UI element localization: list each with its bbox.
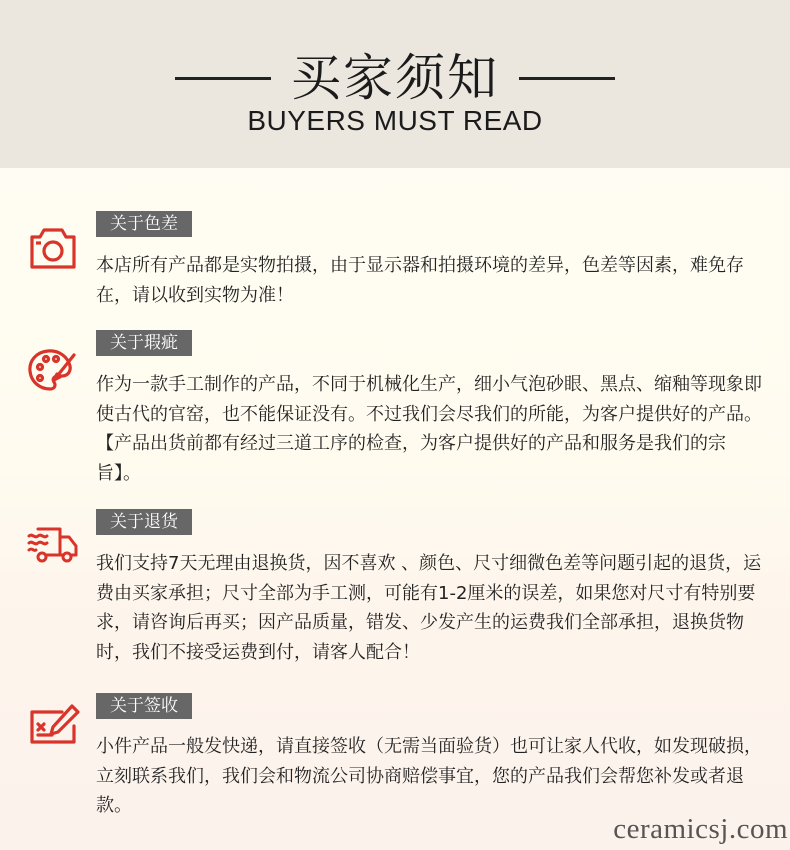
page-title: 买家须知 bbox=[291, 49, 499, 107]
camera-icon bbox=[26, 223, 80, 273]
section-tag: 关于退货 bbox=[96, 509, 192, 535]
section-tag: 关于色差 bbox=[96, 211, 192, 237]
section-text: 我们支持7天无理由退换货，因不喜欢 、颜色、尺寸细微色差等问题引起的退货，运费由买家承担；尺寸全部为手工测，可能有1-2厘米的误差，如果您对尺寸有特别要求，请咨询后再买；因产品质量，错发、少发产生的运费我们全部承担，退换货物时，我们不接受运费到付，请客人配合！ bbox=[96, 553, 762, 663]
watermark: ceramicsj.com bbox=[613, 813, 788, 845]
page-subtitle: BUYERS MUST READ bbox=[247, 105, 543, 136]
title-divider-right bbox=[519, 77, 615, 80]
section-text: 小件产品一般发快递，请直接签收（无需当面验货）也可让家人代收，如发现破损，立刻联系我们，我们会和物流公司协商赔偿事宜，您的产品我们会帮您补发或者退款。 bbox=[96, 736, 762, 816]
section-text: 作为一款手工制作的产品，不同于机械化生产，细小气泡砂眼、黑点、缩釉等现象即使古代的官窑，也不能保证没有。不过我们会尽我们的所能，为客户提供好的产品。【产品出货前都有经过三道工序的检查，为客户提供好的产品和服务是我们的宗旨】。 bbox=[96, 374, 762, 484]
section-tag: 关于签收 bbox=[96, 693, 192, 719]
title-divider-left bbox=[175, 77, 271, 80]
sign-pen-icon bbox=[26, 700, 80, 750]
section-text: 本店所有产品都是实物拍摄，由于显示器和拍摄环境的差异，色差等因素，难免存在，请以收到实物为准！ bbox=[96, 255, 744, 306]
delivery-truck-icon bbox=[26, 519, 80, 569]
palette-icon bbox=[26, 345, 80, 395]
title-row bbox=[0, 42, 790, 114]
header-banner bbox=[0, 0, 790, 168]
section-tag: 关于瑕疵 bbox=[96, 330, 192, 356]
